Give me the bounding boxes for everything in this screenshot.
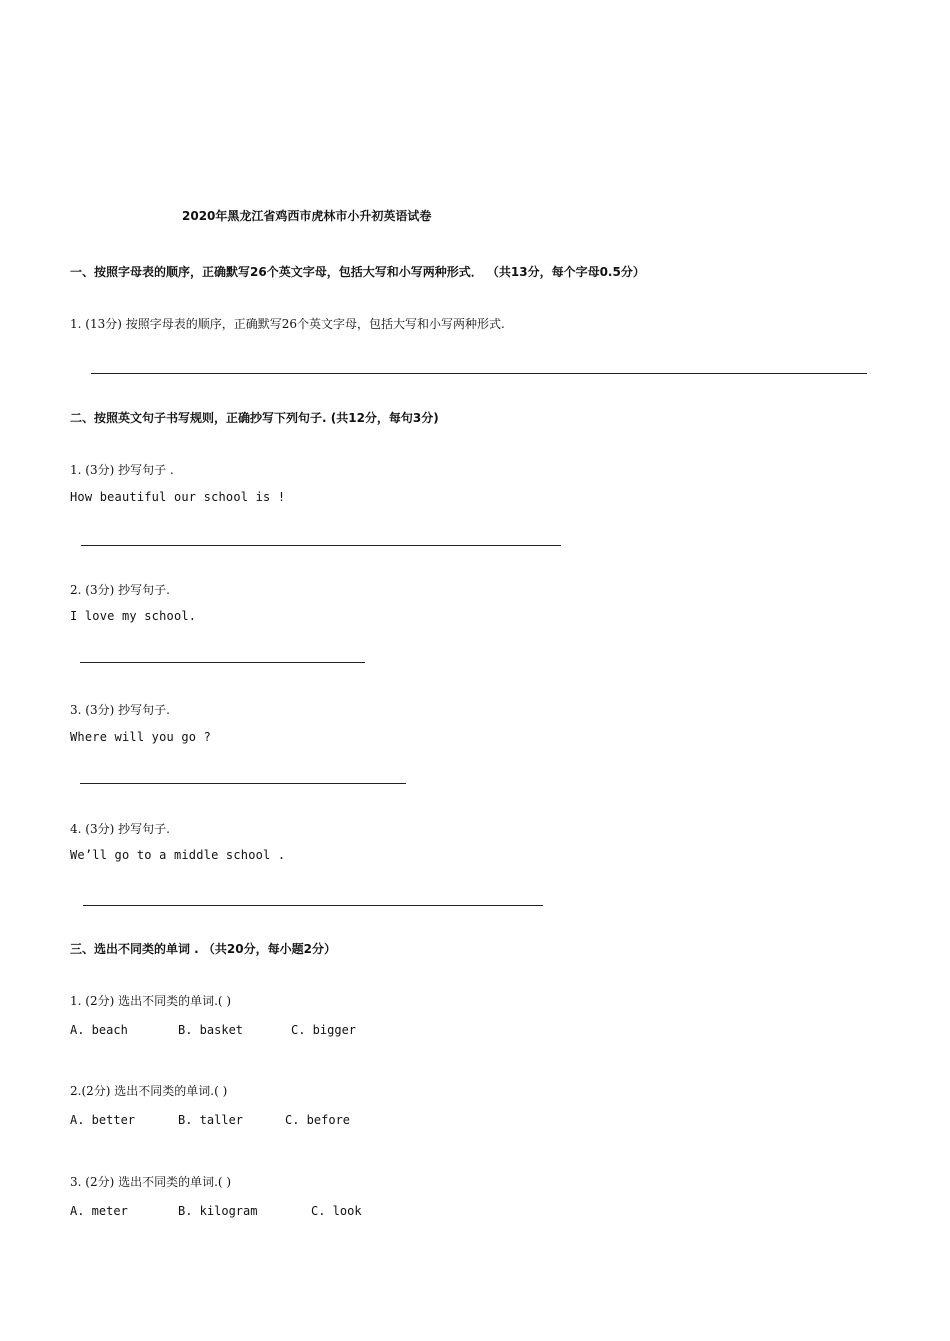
question-prompt: 4. (3分) 抄写句子. <box>70 822 170 836</box>
option-c[interactable]: C. before <box>285 1113 351 1127</box>
option-b[interactable]: B. taller <box>178 1113 244 1127</box>
question-prompt: 1. (2分) 选出不同类的单词.( ) <box>70 994 232 1008</box>
answer-line[interactable] <box>91 373 867 374</box>
question-prompt: 2. (3分) 抄写句子. <box>70 583 170 597</box>
sentence-text: I love my school. <box>70 609 197 623</box>
option-c[interactable]: C. bigger <box>291 1023 357 1037</box>
section-heading-3: 三、选出不同类的单词 . （共20分，每小题2分） <box>70 942 336 956</box>
answer-line[interactable] <box>80 783 406 784</box>
answer-line[interactable] <box>80 662 365 663</box>
question-prompt: 1. (13分) 按照字母表的顺序，正确默写26个英文字母，包括大写和小写两种形式. <box>70 317 505 331</box>
option-a[interactable]: A. meter <box>70 1204 128 1218</box>
option-b[interactable]: B. kilogram <box>178 1204 258 1218</box>
answer-line[interactable] <box>81 545 561 546</box>
option-c[interactable]: C. look <box>311 1204 362 1218</box>
answer-line[interactable] <box>83 905 543 906</box>
option-a[interactable]: A. better <box>70 1113 136 1127</box>
option-b[interactable]: B. basket <box>178 1023 244 1037</box>
option-a[interactable]: A. beach <box>70 1023 128 1037</box>
question-prompt: 1. (3分) 抄写句子 . <box>70 463 174 477</box>
sentence-text: We’ll go to a middle school . <box>70 848 286 862</box>
question-prompt: 3. (2分) 选出不同类的单词.( ) <box>70 1175 232 1189</box>
question-prompt: 2.(2分) 选出不同类的单词.( ) <box>70 1084 228 1098</box>
page-title: 2020年黑龙江省鸡西市虎林市小升初英语试卷 <box>182 209 432 223</box>
section-heading-1: 一、按照字母表的顺序，正确默写26个英文字母，包括大写和小写两种形式． （共13分，每个字母0.5分） <box>70 265 645 279</box>
sentence-text: How beautiful our school is ! <box>70 490 286 504</box>
sentence-text: Where will you go ? <box>70 730 212 744</box>
question-prompt: 3. (3分) 抄写句子. <box>70 703 170 717</box>
section-heading-2: 二、按照英文句子书写规则，正确抄写下列句子. (共12分，每句3分) <box>70 411 439 425</box>
